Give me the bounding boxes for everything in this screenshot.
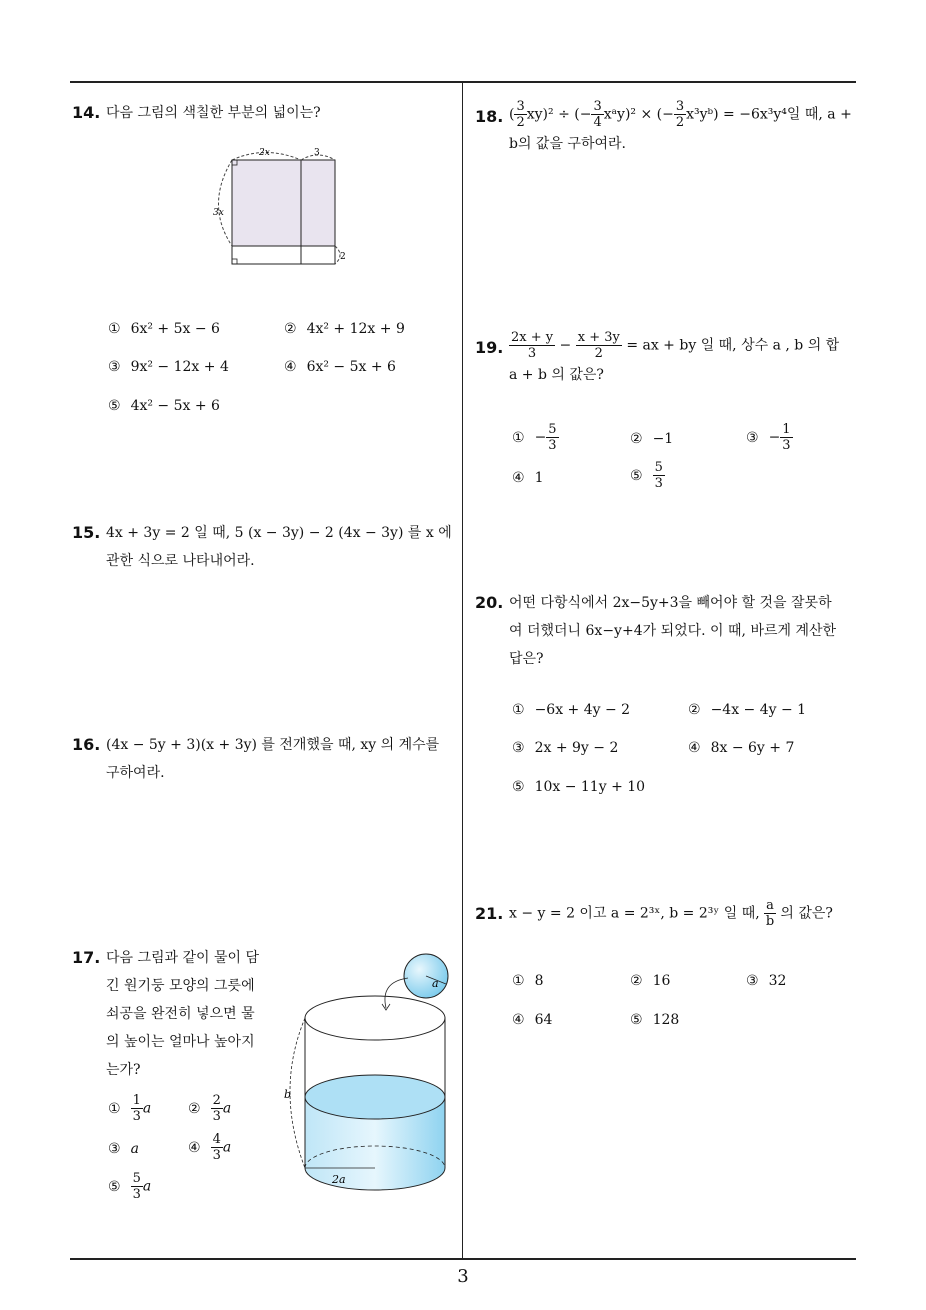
q19-option-2[interactable]: ② −1 <box>630 431 674 447</box>
question-14 <box>72 99 452 127</box>
q21-option-3[interactable]: ③ 32 <box>746 973 787 989</box>
question-number: 14. <box>72 103 101 122</box>
question-text-line1: 어떤 다항식에서 2x−5y+3을 빼어야 할 것을 잘못하 <box>509 595 832 611</box>
q19-option-5[interactable]: ⑤ $\frac{5}{3}$ <box>630 460 663 491</box>
question-text-line2: 관한 식으로 나타내어라. <box>106 553 255 569</box>
unshaded-strip <box>232 246 335 264</box>
question-text-line: 쇠공을 완전히 넣으면 물 <box>106 1006 255 1022</box>
q17-option-5[interactable]: ⑤ $\frac{5}{3}$ a <box>108 1171 152 1202</box>
question-text-line1: (4x − 5y + 3)(x + 3y) 를 전개했을 때, xy 의 계수를 <box>106 737 440 753</box>
question-text-line2: a + b 의 값은? <box>509 367 604 383</box>
q20-option-2[interactable]: ② −4x − 4y − 1 <box>688 702 807 718</box>
question-text-line: 는가? <box>106 1062 141 1078</box>
question-text-line1: $\frac{2x + y}{3}$ − $\frac{x + 3y}{2}$ = ax + by 일 때, 상수 a , b 의 합 <box>511 330 840 361</box>
question-text-line2: 구하여라. <box>106 765 165 781</box>
question-text-line: 긴 원기둥 모양의 그릇에 <box>106 978 255 994</box>
question-15 <box>72 519 457 575</box>
question-18 <box>475 99 860 158</box>
question-number: 18. <box>475 107 504 126</box>
question-text-line1: x − y = 2 이고 a = 2³ˣ, b = 2³ʸ 일 때, $\frac{a}{b}$ 의 값은? <box>509 898 833 929</box>
question-text-line: 의 높이는 얼마나 높아지 <box>106 1034 255 1050</box>
q14-option-3[interactable]: ③ 9x² − 12x + 4 <box>108 359 229 375</box>
q21-option-4[interactable]: ④ 64 <box>512 1012 553 1028</box>
column-divider <box>462 83 463 1260</box>
cylinder-top <box>305 996 445 1040</box>
question-16 <box>72 731 457 787</box>
question-number: 19. <box>475 338 504 357</box>
question-19 <box>475 330 860 389</box>
question-text: 다음 그림의 색칠한 부분의 넓이는? <box>106 105 321 121</box>
question-20 <box>475 589 860 673</box>
q19-option-1[interactable]: ① − $\frac{5}{3}$ <box>512 422 557 453</box>
q21-option-5[interactable]: ⑤ 128 <box>630 1012 680 1028</box>
q21-option-1[interactable]: ① 8 <box>512 973 544 989</box>
shaded-region <box>232 160 335 246</box>
q17-option-4[interactable]: ④ $\frac{4}{3}$ a <box>188 1132 232 1163</box>
question-text-line: 다음 그림과 같이 물이 담 <box>106 950 260 966</box>
q14-figure <box>205 140 355 270</box>
page-number: 3 <box>457 1266 469 1287</box>
bottom-label: 2 <box>340 252 346 262</box>
question-number: 20. <box>475 593 504 612</box>
question-text-line2: b의 값을 구하여라. <box>509 136 626 152</box>
bottom-rule <box>70 1258 856 1260</box>
q19-option-3[interactable]: ③ − $\frac{1}{3}$ <box>746 422 791 453</box>
width-label: 2x <box>259 148 270 158</box>
q21-option-2[interactable]: ② 16 <box>630 973 671 989</box>
width2-label: 3 <box>314 148 320 158</box>
base-radius-label: 2a <box>332 1173 346 1186</box>
question-number: 21. <box>475 904 504 923</box>
q20-option-5[interactable]: ⑤ 10x − 11y + 10 <box>512 779 646 795</box>
q17-option-1[interactable]: ① $\frac{1}{3}$ a <box>108 1093 152 1124</box>
question-number: 16. <box>72 735 101 754</box>
q17-option-3[interactable]: ③ a <box>108 1141 139 1157</box>
question-17 <box>72 944 272 1084</box>
q17-option-2[interactable]: ② $\frac{2}{3}$ a <box>188 1093 232 1124</box>
q14-option-5[interactable]: ⑤ 4x² − 5x + 6 <box>108 398 220 414</box>
question-number: 17. <box>72 948 101 967</box>
q20-option-4[interactable]: ④ 8x − 6y + 7 <box>688 740 795 756</box>
top-rule <box>70 81 856 83</box>
question-text-line1: ( $\frac{3}{2}$ xy)² ÷ (− $\frac{3}{4}$ xᵃy)² × (− $\frac{3}{2}$ x³yᵇ) = −6x³y⁴일 때, a + <box>509 99 852 130</box>
question-text-line2: 여 더했더니 6x−y+4가 되었다. 이 때, 바르게 계산한 <box>509 623 837 639</box>
q20-option-3[interactable]: ③ 2x + 9y − 2 <box>512 740 619 756</box>
height-label: 3x <box>213 208 224 218</box>
q14-option-4[interactable]: ④ 6x² − 5x + 6 <box>284 359 396 375</box>
water-surface <box>305 1075 445 1119</box>
question-text-line1: 4x + 3y = 2 일 때, 5 (x − 3y) − 2 (4x − 3y) 를 x 에 <box>106 525 452 541</box>
question-21 <box>475 898 860 929</box>
height-label: b <box>284 1088 292 1101</box>
q14-option-2[interactable]: ② 4x² + 12x + 9 <box>284 321 405 337</box>
q19-option-4[interactable]: ④ 1 <box>512 470 544 486</box>
q17-cylinder-figure <box>280 950 460 1200</box>
q14-option-1[interactable]: ① 6x² + 5x − 6 <box>108 321 220 337</box>
question-text-line3: 답은? <box>509 651 544 667</box>
q20-option-1[interactable]: ① −6x + 4y − 2 <box>512 702 631 718</box>
ball-radius-label: a <box>432 977 439 990</box>
question-number: 15. <box>72 523 101 542</box>
